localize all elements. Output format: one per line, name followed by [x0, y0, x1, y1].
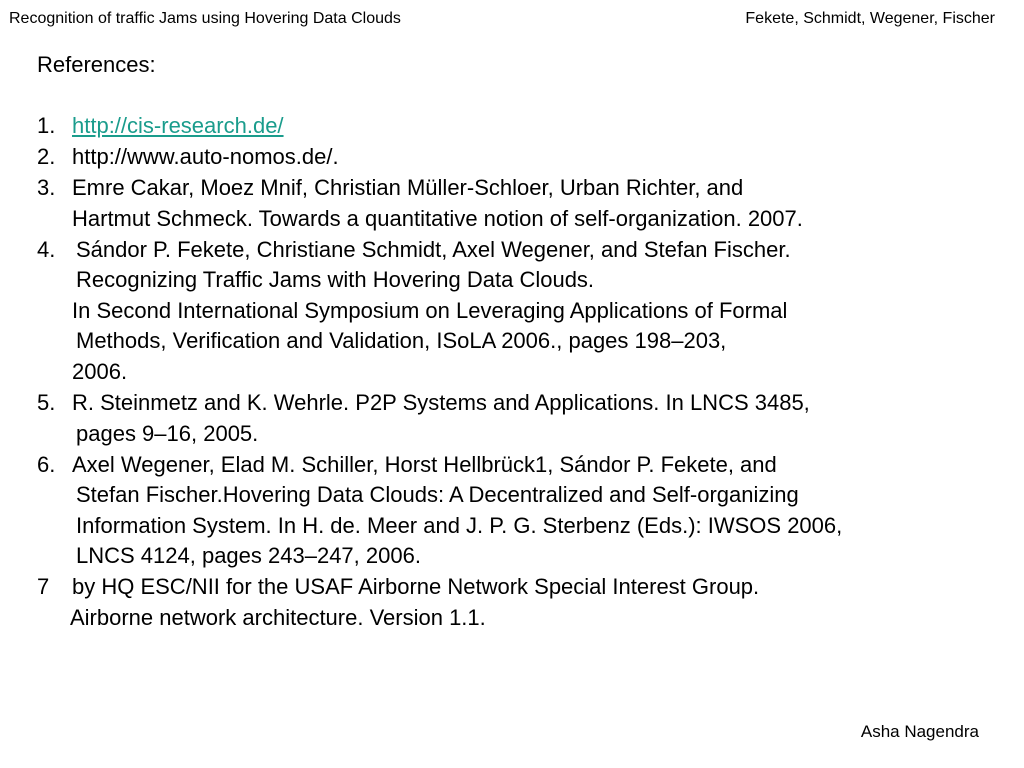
- ref-6-line-1: Axel Wegener, Elad M. Schiller, Horst Hellbrück1, Sándor P. Fekete, and: [72, 452, 777, 477]
- ref-3-line-2: Hartmut Schmeck. Towards a quantitative notion of self-organization. 2007.: [72, 206, 803, 231]
- ref-6-line-4: LNCS 4124, pages 243–247, 2006.: [76, 543, 421, 568]
- ref-6-line-3: Information System. In H. de. Meer and J. P. G. Sterbenz (Eds.): IWSOS 2006,: [76, 513, 843, 538]
- ref-2-number: 2.: [37, 144, 56, 169]
- ref-1-link[interactable]: http://cis-research.de/: [72, 113, 284, 138]
- ref-4-line-3: In Second International Symposium on Leveraging Applications of Formal: [72, 298, 788, 323]
- ref-1-number: 1.: [37, 113, 56, 138]
- ref-4-line-5: 2006.: [72, 359, 128, 384]
- ref-3-line-1: Emre Cakar, Moez Mnif, Christian Müller-Schloer, Urban Richter, and: [72, 175, 744, 200]
- references-heading: References:: [37, 52, 156, 77]
- header-title: Recognition of traffic Jams using Hovering Data Clouds: [9, 10, 401, 27]
- ref-7-line-2: Airborne network architecture. Version 1.1.: [70, 605, 486, 630]
- footer-author: Asha Nagendra: [860, 722, 979, 741]
- ref-6-line-2: Stefan Fischer.Hovering Data Clouds: A Decentralized and Self-organizing: [76, 482, 799, 507]
- ref-3-number: 3.: [37, 175, 56, 200]
- ref-4-number: 4.: [37, 237, 56, 262]
- ref-5-line-2: pages 9–16, 2005.: [76, 421, 259, 446]
- ref-7-number: 7: [37, 574, 50, 599]
- ref-6-number: 6.: [37, 452, 56, 477]
- ref-4-line-4: Methods, Verification and Validation, ISoLA 2006., pages 198–203,: [76, 328, 727, 353]
- ref-5-line-1: R. Steinmetz and K. Wehrle. P2P Systems and Applications. In LNCS 3485,: [72, 390, 810, 415]
- ref-2-line-1: http://www.auto-nomos.de/.: [72, 144, 339, 169]
- ref-4-line-1: Sándor P. Fekete, Christiane Schmidt, Axel Wegener, and Stefan Fischer.: [76, 237, 791, 262]
- header-authors: Fekete, Schmidt, Wegener, Fischer: [745, 10, 995, 27]
- ref-4-line-2: Recognizing Traffic Jams with Hovering Data Clouds.: [76, 267, 595, 292]
- ref-5-number: 5.: [37, 390, 56, 415]
- ref-7-line-1: by HQ ESC/NII for the USAF Airborne Network Special Interest Group.: [72, 574, 760, 599]
